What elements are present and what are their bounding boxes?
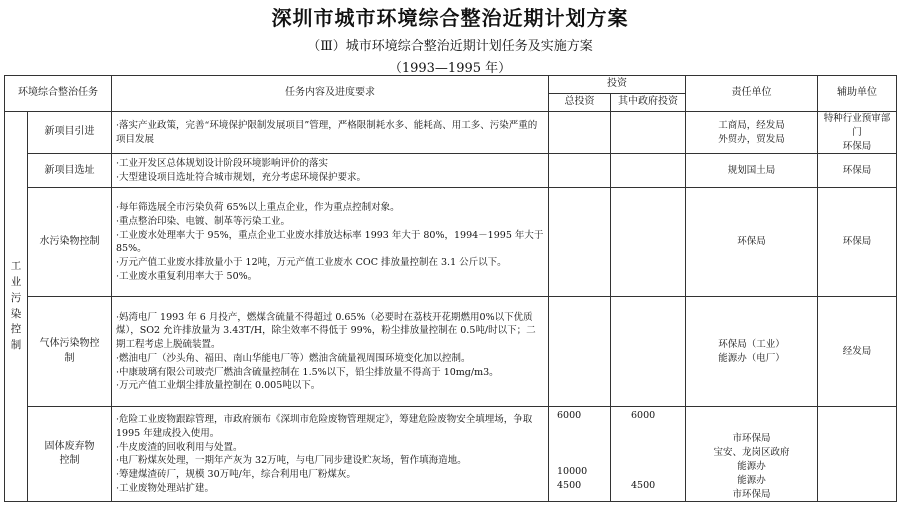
gov-investment-cell [611,112,686,154]
content-line: ·万元产值工业烟尘排放量控制在 0.005吨以下。 [116,380,321,392]
responsible-line: 宝安、龙岗区政府 [713,447,790,459]
responsible-line: 工商局，经发局 [718,119,785,131]
category-label: 工业污染控制 [10,260,22,352]
responsible-line: 能源办 [737,461,766,472]
assist-line: 环保局 [842,140,872,152]
task-cell: 固体废弃物控制 [28,407,112,502]
task-cell: 水污染物控制 [28,188,112,297]
table-row [5,407,897,502]
content-line: ·中康玻璃有限公司玻壳厂燃油含硫量控制在 1.5%以下，铅尘排放量不得高于 10mg/m3。 [116,366,499,378]
responsible-line: 市环保局 [732,488,771,500]
plan-table [4,75,897,502]
assist-line: 特种行业预审部门 [823,113,891,138]
responsible-cell [686,297,818,407]
total-investment-value: 10000 [557,466,588,478]
content-line: ·工业废水处理率大于 95%，重点企业工业废水排放达标率 1993 年大于 80%，1994－1995 年大于 85%。 [116,229,544,255]
table-row [5,297,897,407]
header-gov-investment: 其中政府投资 [611,94,686,112]
content-line: ·妈湾电厂 1993 年 6 月投产，燃煤含硫量不得超过 0.65%（必要时在荔枝开花期燃用0%以下优质煤），SO2 允许排放量为 3.43T/H，除尘效率不得低于 99%，粉尘排放量控制在 0.5吨/时以下；二期工程考虑上脱硫装置。 [116,311,536,351]
assist-cell: 环保局 [818,188,897,297]
responsible-cell: 环保局 [686,188,818,297]
total-investment-cell [549,112,611,154]
gov-investment-cell [611,407,686,502]
responsible-line: 能源办 [737,474,766,486]
total-investment-cell [549,188,611,297]
task-cell: 新项目选址 [28,154,112,188]
header-content: 任务内容及进度要求 [112,76,549,112]
assist-cell: 环保局 [818,154,897,188]
total-investment-cell [549,407,611,502]
content-line: ·危险工业废物跟踪管理，市政府颁布《深圳市危险废物管理规定》，筹建危险废物安全填埋场，争取 1995 年建成投入使用。 [116,414,533,439]
gov-investment-cell [611,297,686,407]
total-investment-cell [549,154,611,188]
total-investment-cell [549,297,611,407]
table-row [5,112,897,154]
content-line: ·万元产值工业废水排放量小于 12吨，万元产值工业废水 COC 排放量控制在 3.1 公斤以下。 [116,257,507,269]
table-row [5,154,897,188]
category-cell [5,112,28,502]
content-line: ·工业废物处理站扩建。 [116,482,215,494]
content-line: ·重点整治印染、电镀、制革等污染工业。 [116,215,291,227]
content-line: ·每年筛选展全市污染负荷 65%以上重点企业，作为重点控制对象。 [116,202,400,213]
content-cell [112,297,549,407]
header-task: 环境综合整治任务 [5,76,112,112]
content-cell [112,112,549,154]
content-cell [112,407,549,502]
task-cell: 气体污染物控制 [28,297,112,407]
content-line: ·落实产业政策，完善“环境保护限制发展项目”管理，严格限制耗水多、能耗高、用工多、污染严重的项目发展 [116,119,538,145]
table-row [5,188,897,297]
header-assist: 辅助单位 [818,76,897,112]
responsible-line: 环保局（工业） [718,339,785,351]
document-years: （1993—1995 年） [388,61,512,76]
content-line: ·筹建煤渣砖厂，规模 30万吨/年，综合利用电厂粉煤灰。 [116,469,356,481]
document-subtitle: （Ⅲ）城市环境综合整治近期计划任务及实施方案 [307,39,593,54]
content-line: ·大型建设项目选址符合城市规划，充分考虑环境保护要求。 [116,171,367,183]
gov-investment-value: 4500 [631,480,656,492]
content-line: ·燃油电厂（沙头角、福田、南山华能电厂等）燃油含硫量视周围环境变化加以控制。 [116,352,471,364]
assist-cell [818,407,897,502]
responsible-cell [686,407,818,502]
content-line: ·电厂粉煤灰处理，一期年产灰为 32万吨，与电厂同步建设贮灰场，暂作填海造地。 [116,455,467,467]
assist-cell: 经发局 [818,297,897,407]
header-investment: 投资 [549,76,686,94]
content-cell [112,154,549,188]
content-line: ·工业开发区总体规划设计阶段环境影响评价的落实 [116,158,329,170]
gov-investment-value: 6000 [631,410,656,422]
content-cell [112,188,549,297]
gov-investment-cell [611,154,686,188]
total-investment-value: 4500 [557,480,582,492]
total-investment-value: 6000 [557,410,582,422]
responsible-line: 能源办（电厂） [718,352,785,364]
document-title: 深圳市城市环境综合整治近期计划方案 [271,6,629,30]
content-line: ·牛皮废渣的回收利用与处置。 [116,441,243,453]
responsible-line: 外贸办，贸发局 [718,133,785,145]
task-cell: 新项目引进 [28,112,112,154]
responsible-cell: 规划国土局 [686,154,818,188]
gov-investment-cell [611,188,686,297]
header-responsible: 责任单位 [686,76,818,112]
content-line: ·工业废水重复利用率大于 50%。 [116,270,258,282]
assist-cell [818,112,897,154]
header-total-investment: 总投资 [549,94,611,112]
responsible-line: 市环保局 [732,433,771,445]
responsible-cell [686,112,818,154]
